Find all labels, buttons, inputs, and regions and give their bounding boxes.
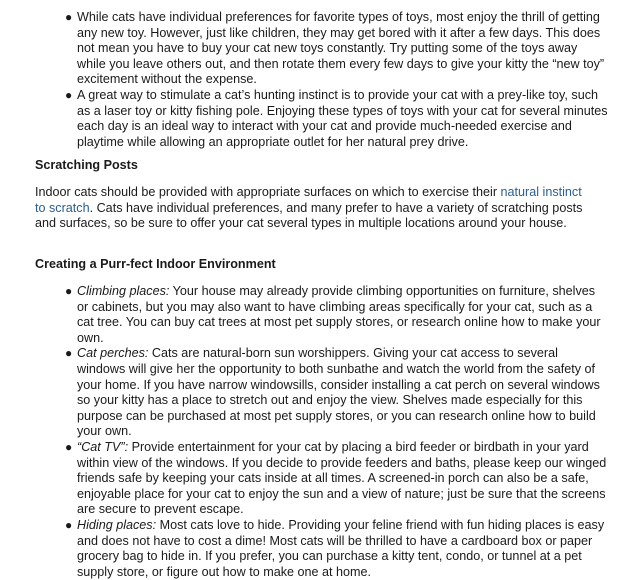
list-item — [65, 87, 609, 150]
item-text: Cats are natural-born sun worshippers. Giving your cat access to several windows will give her the opportunity to both sunbathe and watch the world from the safety of your home. If you have narrow windowsills, consider installing a cat perch on several windows so your kitty has a place to stretch out and enjoy the view. Shelves made especially for this purpose can be purchased at most pet supply stores, or you can research online how to build your own. — [77, 346, 600, 439]
bullet-icon: ● — [65, 87, 73, 102]
item-label: Cat perches: — [77, 346, 149, 361]
bullet-icon: ● — [65, 439, 73, 454]
item-label: “Cat TV”: — [77, 439, 129, 454]
environment-bullet-list — [65, 284, 609, 580]
bullet-icon: ● — [65, 10, 73, 24]
list-item — [65, 10, 609, 88]
list-item — [65, 439, 609, 518]
list-item — [65, 284, 609, 346]
toys-bullet-list — [65, 10, 609, 150]
bullet-icon: ● — [65, 517, 73, 532]
list-item-text: A great way to stimulate a cat’s hunting instinct is to provide your cat with a prey-like toy, such as a laser toy or kitty fishing pole. Enjoying these types of toys with your cat for several minutes each day is an ideal way to interact with your cat and provide much-needed exercise and playtime while allowing an appropriate outlet for her natural prey drive. — [77, 87, 608, 149]
item-label: Hiding places: — [77, 517, 157, 532]
natural-instinct-link[interactable]: natural instinct to scratch — [35, 185, 582, 215]
item-text: Most cats love to hide. Providing your feline friend with fun hiding places is easy and does not have to cost a dime! Most cats will be thrilled to have a cardboard box or paper grocery bag to hide in. If you prefer, you can purchase a kitty tent, condo, or tunnel at a pet supply store, or figure out how to make one at home. — [77, 517, 605, 579]
scratching-intro-text: Indoor cats should be provided with appropriate surfaces on which to exercise their — [35, 185, 501, 199]
item-text: Your house may already provide climbing opportunities on furniture, shelves or cabinets, but you may also want to have climbing areas specifically for your cat, such as a cat tree. You can buy cat trees at most pet supply stores, or research online how to make your own. — [77, 284, 601, 345]
scratching-paragraph — [35, 185, 595, 232]
scratching-outro-text: . Cats have individual preferences, and many prefer to have a variety of scratching posts and surfaces, so be sure to offer your cat several types in multiple locations around your house. — [35, 200, 583, 231]
section-heading-indoor-environment: Creating a Purr-fect Indoor Environment — [35, 257, 276, 271]
section-heading-scratching-posts: Scratching Posts — [35, 158, 138, 172]
bullet-icon: ● — [65, 346, 73, 361]
list-item — [65, 346, 609, 440]
bullet-icon: ● — [65, 284, 73, 298]
item-text: Provide entertainment for your cat by placing a bird feeder or birdbath in your yard within view of the windows. If you decide to provide feeders and baths, please keep our winged friends safe by keeping your cats inside at all times. A screened-in porch can also be a safe, enjoyable place for your cat to enjoy the sun and a view of nature; just be sure that the screens are secure to prevent escape. — [77, 439, 607, 517]
list-item-text: While cats have individual preferences for favorite types of toys, most enjoy the thrill of getting any new toy. However, just like children, they may get bored with it after a few days. This does not mean you have to buy your cat new toys constantly. Try putting some of the toys away while you leave others out, and then rotate them every few days to give your kitty the “new toy” excitement without the expense. — [77, 10, 605, 87]
item-label: Climbing places: — [77, 284, 170, 298]
